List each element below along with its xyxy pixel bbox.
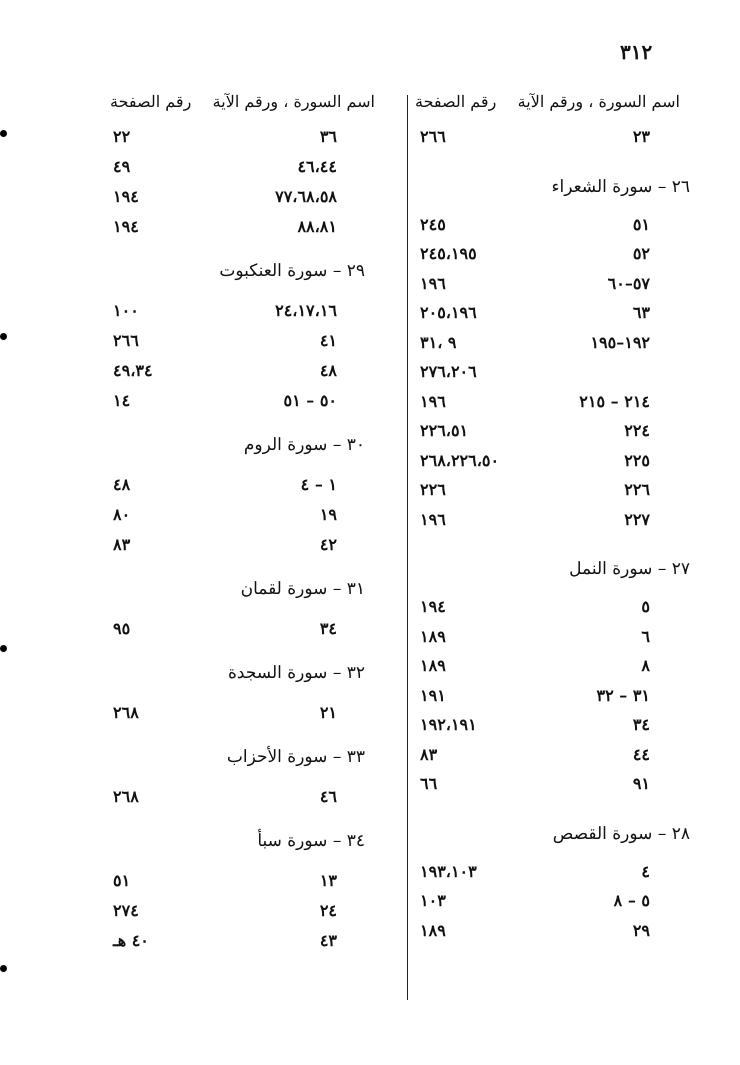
binding-hole-marker: [0, 645, 7, 652]
ayah-number: ٥٢: [632, 244, 650, 263]
index-row: [410, 303, 690, 331]
index-row: [95, 127, 395, 155]
page-reference: ٢٦٨،٢٢٦،٥٠: [420, 450, 500, 470]
index-row: [410, 127, 690, 155]
ayah-number: ٢١: [319, 703, 337, 722]
ayah-number: ٤٨: [319, 361, 337, 380]
index-row: [95, 535, 395, 563]
page-reference: ١٩٢،١٩١: [420, 715, 477, 734]
index-row: [410, 627, 690, 655]
page-reference: ١٩٤: [420, 597, 446, 616]
ayah-number: ٣١ – ٣٢: [596, 685, 650, 705]
page-reference: ٢٠٥،١٩٦: [420, 303, 477, 322]
page-reference: ١٨٩: [420, 920, 446, 940]
ayah-number: ٢٩: [632, 920, 650, 940]
ayah-number: ١ – ٤: [300, 475, 337, 494]
ayah-number: ٢٤،١٧،١٦: [275, 301, 337, 320]
page-reference: ١٩٤: [113, 187, 139, 206]
page-reference: ٢٧٦،٢٠٦: [420, 362, 477, 381]
page-reference: ٢٢: [113, 127, 131, 146]
page-reference: ١٠٣: [420, 891, 446, 910]
ayah-number: ٢١٤ – ٢١٥: [579, 391, 650, 411]
page-reference: ٢٤٥،١٩٥: [420, 244, 477, 263]
index-row: [95, 871, 395, 899]
page-reference: ٢٦٨: [113, 703, 139, 722]
ayah-number: ٥: [641, 597, 650, 616]
ayah-number: ٥٧–٦٠: [607, 273, 650, 293]
index-row: [95, 505, 395, 533]
ayah-number: ٢٢٤: [624, 421, 650, 440]
surah-heading: ٣١ – سورة لقمان: [240, 579, 365, 599]
page-reference: ٢٦٦: [420, 127, 446, 146]
index-row: [410, 451, 690, 479]
column-divider: [407, 95, 408, 1000]
page-reference: ١٩٣،١٠٣: [420, 861, 477, 881]
page-reference: ٤٠ هـ: [113, 931, 149, 950]
ayah-number: ٤٦: [319, 787, 337, 806]
ayah-number: ١٩٢–١٩٥: [590, 332, 650, 352]
ayah-number: ٤: [641, 861, 650, 881]
index-row: [410, 333, 690, 361]
page-reference: ٦٦: [420, 774, 438, 793]
index-row: [410, 362, 690, 390]
index-row: [410, 421, 690, 449]
page-reference: ٢٦٦: [113, 331, 139, 350]
page-reference: ٨٣: [113, 535, 131, 554]
page-reference: ٢٧٤: [113, 901, 139, 920]
ayah-number: ٣٤: [632, 715, 650, 734]
index-row: [410, 921, 690, 949]
surah-heading: ٢٩ – سورة العنكبوت: [219, 261, 365, 281]
page-reference: ١٨٩: [420, 626, 446, 646]
page-reference: ٨٠: [113, 505, 131, 524]
ayah-number: ٨: [641, 656, 650, 675]
index-row: [95, 391, 395, 419]
surah-heading: ٣٠ – سورة الروم: [243, 435, 365, 455]
ayah-number: ٢٤: [319, 901, 337, 920]
page-reference: ٤٨: [113, 475, 131, 494]
surah-heading: ٢٨ – سورة القصص: [552, 823, 690, 844]
ayah-number: ٢٢٦: [624, 480, 650, 499]
header-surah-ayah: اسم السورة ، ورقم الآية: [212, 92, 375, 111]
header-page: رقم الصفحة: [415, 92, 497, 111]
index-row: [410, 686, 690, 714]
page-reference: ٤٩،٣٤: [113, 361, 153, 380]
page-reference: ٢٢٦: [420, 480, 446, 499]
index-row: [410, 862, 690, 890]
ayah-number: ٢٣: [632, 127, 650, 146]
page-reference: ٩٥: [113, 619, 131, 638]
page-reference: ١٩١: [420, 685, 446, 705]
surah-heading: ٢٦ – سورة الشعراء: [551, 176, 690, 197]
ayah-number: ٤٦،٤٤: [297, 157, 337, 176]
page-reference: ٢٦٨: [113, 787, 139, 806]
index-row: [95, 301, 395, 329]
ayah-number: ٦: [641, 626, 650, 646]
ayah-number: ٥ – ٨: [613, 891, 650, 910]
ayah-number: ٨٨،٨١: [297, 217, 337, 236]
index-row: [410, 274, 690, 302]
ayah-number: ٣٦: [319, 127, 337, 146]
index-row: [95, 787, 395, 815]
index-row: [95, 703, 395, 731]
page-reference: ٥١: [113, 871, 131, 890]
page-reference: ١٩٦: [420, 391, 446, 411]
page-reference: ١٩٦: [420, 273, 446, 293]
page-reference: ٩ ،٣١: [420, 332, 457, 352]
index-row: [410, 774, 690, 802]
ayah-number: ١٣: [319, 871, 337, 890]
index-row: [95, 217, 395, 245]
ayah-number: ٤٢: [319, 535, 337, 554]
page-reference: ١٨٩: [420, 656, 446, 675]
binding-hole-marker: [0, 130, 7, 137]
ayah-number: ٢٢٥: [624, 450, 650, 470]
page-reference: ٢٢٦،٥١: [420, 421, 469, 440]
binding-hole-marker: [0, 965, 7, 972]
ayah-number: ٤٣: [319, 931, 337, 950]
ayah-number: ٥٠ – ٥١: [283, 391, 337, 410]
page-reference: ١٠٠: [113, 301, 139, 320]
header-surah-ayah: اسم السورة ، ورقم الآية: [517, 92, 680, 111]
binding-hole-marker: [0, 333, 7, 340]
surah-heading: ٣٤ – سورة سبأ: [257, 831, 365, 851]
index-row: [95, 331, 395, 359]
surah-heading: ٣٢ – سورة السجدة: [228, 663, 365, 683]
ayah-number: ٣٤: [319, 619, 337, 638]
page-number: ٣١٢: [620, 40, 653, 64]
index-row: [95, 361, 395, 389]
page-reference: ٢٤٥: [420, 214, 446, 234]
index-row: [410, 510, 690, 538]
page-reference: ١٤: [113, 391, 131, 410]
index-row: [95, 187, 395, 215]
ayah-number: ٧٧،٦٨،٥٨: [275, 187, 337, 206]
index-row: [95, 157, 395, 185]
ayah-number: ٥١: [632, 214, 650, 234]
index-row: [410, 480, 690, 508]
ayah-number: ١٩: [319, 505, 337, 524]
page-reference: ٨٣: [420, 744, 438, 764]
index-row: [95, 475, 395, 503]
index-row: [410, 715, 690, 743]
page-reference: ١٩٦: [420, 509, 446, 529]
ayah-number: ٢٢٧: [624, 509, 650, 529]
index-row: [95, 619, 395, 647]
index-row: [410, 244, 690, 272]
surah-heading: ٣٣ – سورة الأحزاب: [226, 747, 365, 767]
page-reference: ٤٩: [113, 157, 131, 176]
ayah-number: ٤١: [319, 331, 337, 350]
index-row: [95, 901, 395, 929]
index-row: [410, 656, 690, 684]
header-page: رقم الصفحة: [110, 92, 192, 111]
ayah-number: ٤٤: [632, 744, 650, 764]
index-row: [410, 215, 690, 243]
surah-heading: ٢٧ – سورة النمل: [569, 559, 690, 579]
ayah-number: ٩١: [632, 774, 650, 793]
index-row: [410, 392, 690, 420]
index-row: [410, 597, 690, 625]
index-row: [95, 931, 395, 959]
index-row: [410, 891, 690, 919]
ayah-number: ٦٣: [632, 303, 650, 322]
page-reference: ١٩٤: [113, 217, 139, 236]
index-row: [410, 745, 690, 773]
